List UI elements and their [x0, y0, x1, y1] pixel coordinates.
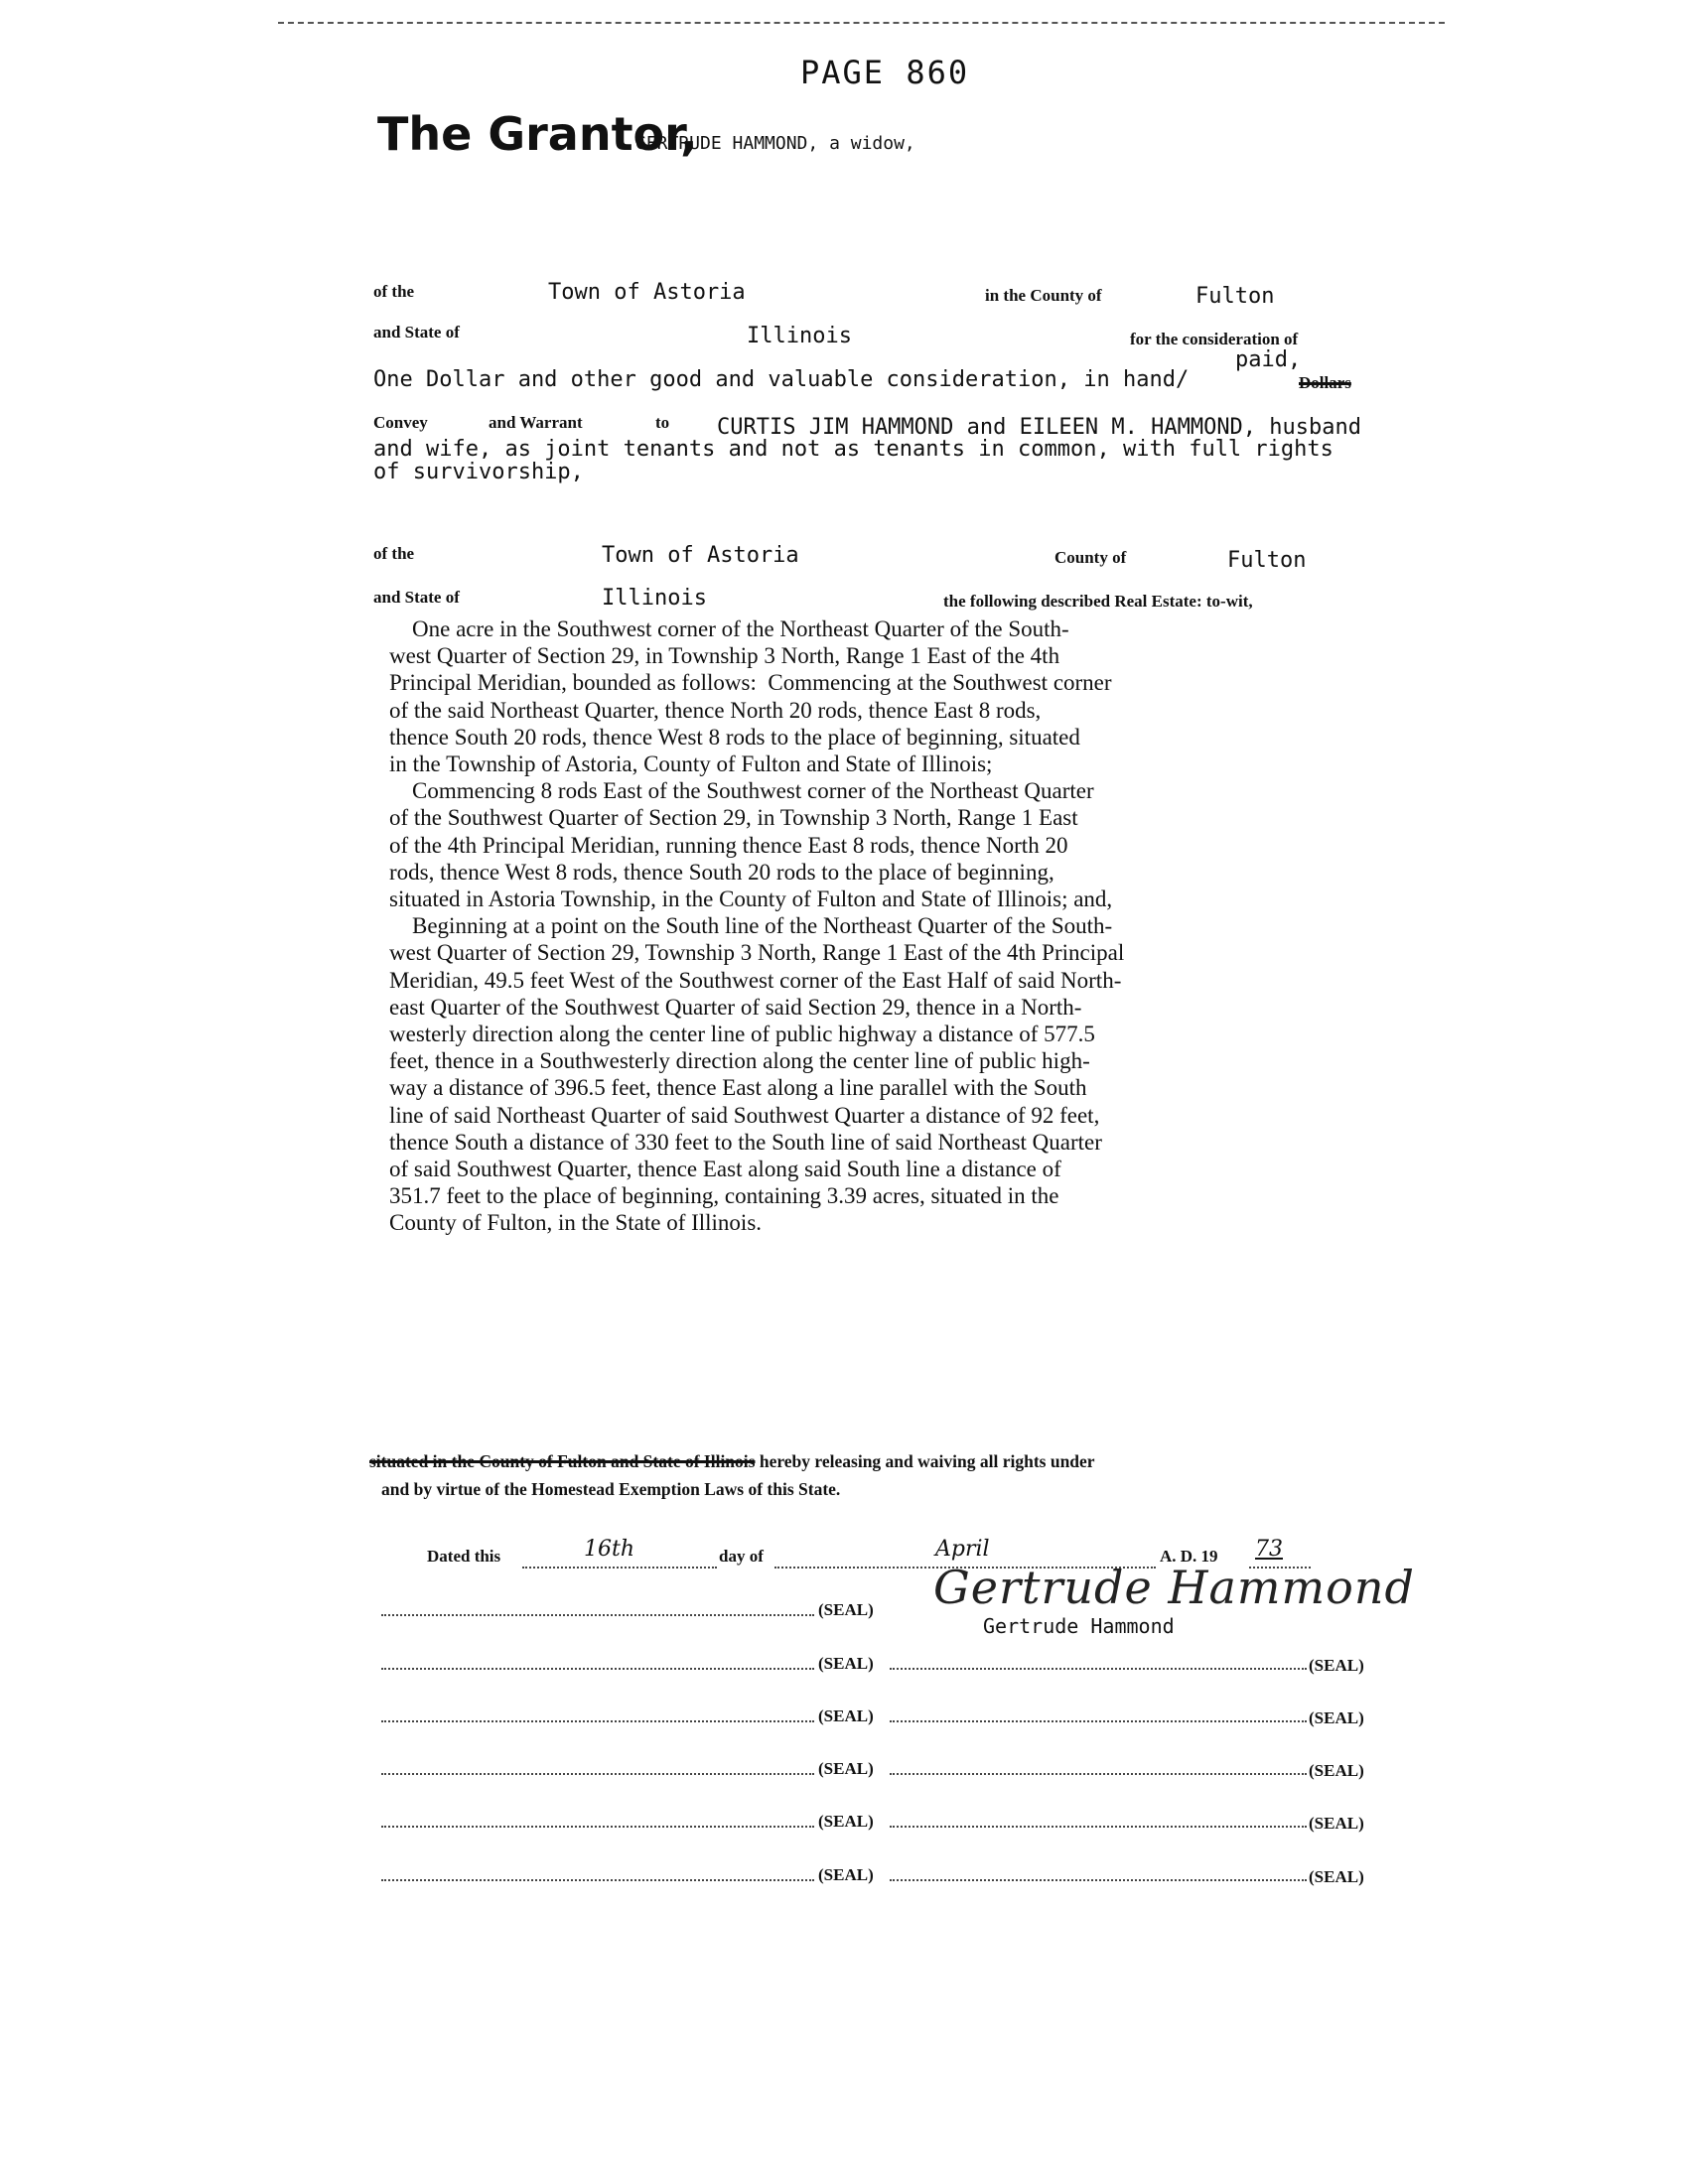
real-estate-label: the following described Real Estate: to-wit,: [943, 592, 1253, 611]
to-label: to: [655, 413, 670, 432]
seal-left-1: (SEAL): [818, 1600, 874, 1619]
seal-right-3: (SEAL): [1309, 1708, 1364, 1727]
day-blank: [522, 1567, 717, 1569]
signature-line-right-2: [890, 1668, 1307, 1670]
signature-line-right-6: [890, 1879, 1307, 1881]
seal-left-6: (SEAL): [818, 1865, 874, 1884]
county-label: in the County of: [985, 286, 1102, 305]
dated-month: April: [935, 1537, 990, 1562]
paid-insert: paid,: [1235, 347, 1302, 372]
release-struck-text: situated in the County of Fulton and State of Illinois: [369, 1451, 756, 1471]
grantee-county-label: County of: [1054, 548, 1127, 567]
grantor-name: GERTRUDE HAMMOND, a widow,: [635, 133, 915, 154]
seal-left-2: (SEAL): [818, 1654, 874, 1673]
of-the-label: of the: [373, 282, 415, 301]
dated-day: 16th: [584, 1537, 635, 1562]
grantees-line-2: and wife, as joint tenants and not as tenants in common, with full rights: [373, 437, 1333, 462]
legal-description: One acre in the Southwest corner of the Northeast Quarter of the South- west Quarter of Section 29, in Township 3 North, Range 1 East of the 4th Principal Meridian, bounded as follows: Commencing at the Southwest corner of the said Northeast Quarter, thence North 20 rods, thence East 8 rods, thence South 20 rods, thence West 8 rods to the place of beginning, situated in the Township of Astoria, County of Fulton and State of Illinois; Commencing 8 rods East of the Southwest corner of the Northeast Quarter of the Southwest Quarter of Section 29, in Township 3 North, Range 1 East of the 4th Principal Meridian, running thence East 8 rods, thence North 20 rods, thence West 8 rods, thence South 20 rods to the place of beginning, situated in Astoria Township, in the County of Fulton and State of Illinois; and, Beginning at a point on the South line of the Northeast Quarter of the South- west Quarter of Section 29, Township 3 North, Range 1 East of the 4th Principal Meridian, 49.5 feet West of the Southwest corner of the East Half of said North- east Quarter of the Southwest Quarter of said Section 29, thence in a North- westerly direction along the center line of public highway a distance of 577.5 feet, thence in a Southwesterly direction along the center line of public high- way a distance of 396.5 feet, thence East along a line parallel with the South line of said Northeast Quarter of said Southwest Quarter a distance of 92 feet, thence South a distance of 330 feet to the South line of said Northeast Quarter of said Southwest Quarter, thence East along said South line a distance of 351.7 feet to the place of beginning, containing 3.39 acres, situated in the County of Fulton, in the State of Illinois.: [389, 616, 1125, 1236]
signature-line-left-2: [381, 1668, 814, 1670]
release-line-2: and by virtue of the Homestead Exemption Laws of this State.: [381, 1479, 841, 1499]
release-line-1: [369, 1451, 1095, 1472]
grantee-town: Town of Astoria: [602, 543, 799, 568]
grantee-of-the-label: of the: [373, 544, 415, 563]
signature-line-left-3: [381, 1720, 814, 1722]
seal-right-4: (SEAL): [1309, 1761, 1364, 1780]
grantor-heading: The Grantor,: [377, 107, 698, 161]
typed-signer-name: Gertrude Hammond: [983, 1614, 1175, 1638]
signature-line-left-6: [381, 1879, 814, 1881]
seal-left-4: (SEAL): [818, 1759, 874, 1778]
dated-label: Dated this: [427, 1547, 501, 1566]
grantees-line-3: of survivorship,: [373, 460, 584, 484]
top-edge-rule: [278, 22, 1445, 24]
grantor-county: Fulton: [1195, 284, 1275, 309]
dollars-struck: Dollars: [1299, 373, 1351, 392]
seal-left-5: (SEAL): [818, 1812, 874, 1831]
grantee-state-label: and State of: [373, 588, 460, 607]
seal-right-5: (SEAL): [1309, 1814, 1364, 1833]
signature-line-left-4: [381, 1773, 814, 1775]
dated-year: 73: [1255, 1537, 1283, 1562]
signature-line-right-4: [890, 1773, 1307, 1775]
signature-line-left-5: [381, 1826, 814, 1828]
convey-label: Convey: [373, 413, 428, 432]
signature-line-right-3: [890, 1720, 1307, 1722]
seal-left-3: (SEAL): [818, 1706, 874, 1725]
signature-line-right-5: [890, 1826, 1307, 1828]
grantee-county: Fulton: [1227, 548, 1307, 573]
day-of-label: day of: [719, 1547, 764, 1566]
seal-right-6: (SEAL): [1309, 1867, 1364, 1886]
page-number: PAGE 860: [800, 54, 970, 91]
consideration-label: for the consideration of: [1130, 330, 1299, 348]
signature-line-left-1: [381, 1614, 814, 1616]
grantee-state: Illinois: [602, 586, 707, 611]
handwritten-signature: Gertrude Hammond: [933, 1561, 1415, 1614]
grantees-line-1: CURTIS JIM HAMMOND and EILEEN M. HAMMOND, husband: [717, 415, 1362, 440]
state-label: and State of: [373, 323, 460, 341]
grantor-state: Illinois: [747, 324, 852, 348]
warrant-label: and Warrant: [489, 413, 583, 432]
release-text: hereby releasing and waiving all rights under: [759, 1451, 1095, 1471]
ad-label: A. D. 19: [1160, 1547, 1218, 1566]
consideration-text: One Dollar and other good and valuable consideration, in hand/: [373, 367, 1190, 392]
seal-right-2: (SEAL): [1309, 1656, 1364, 1675]
grantor-town: Town of Astoria: [548, 280, 746, 305]
